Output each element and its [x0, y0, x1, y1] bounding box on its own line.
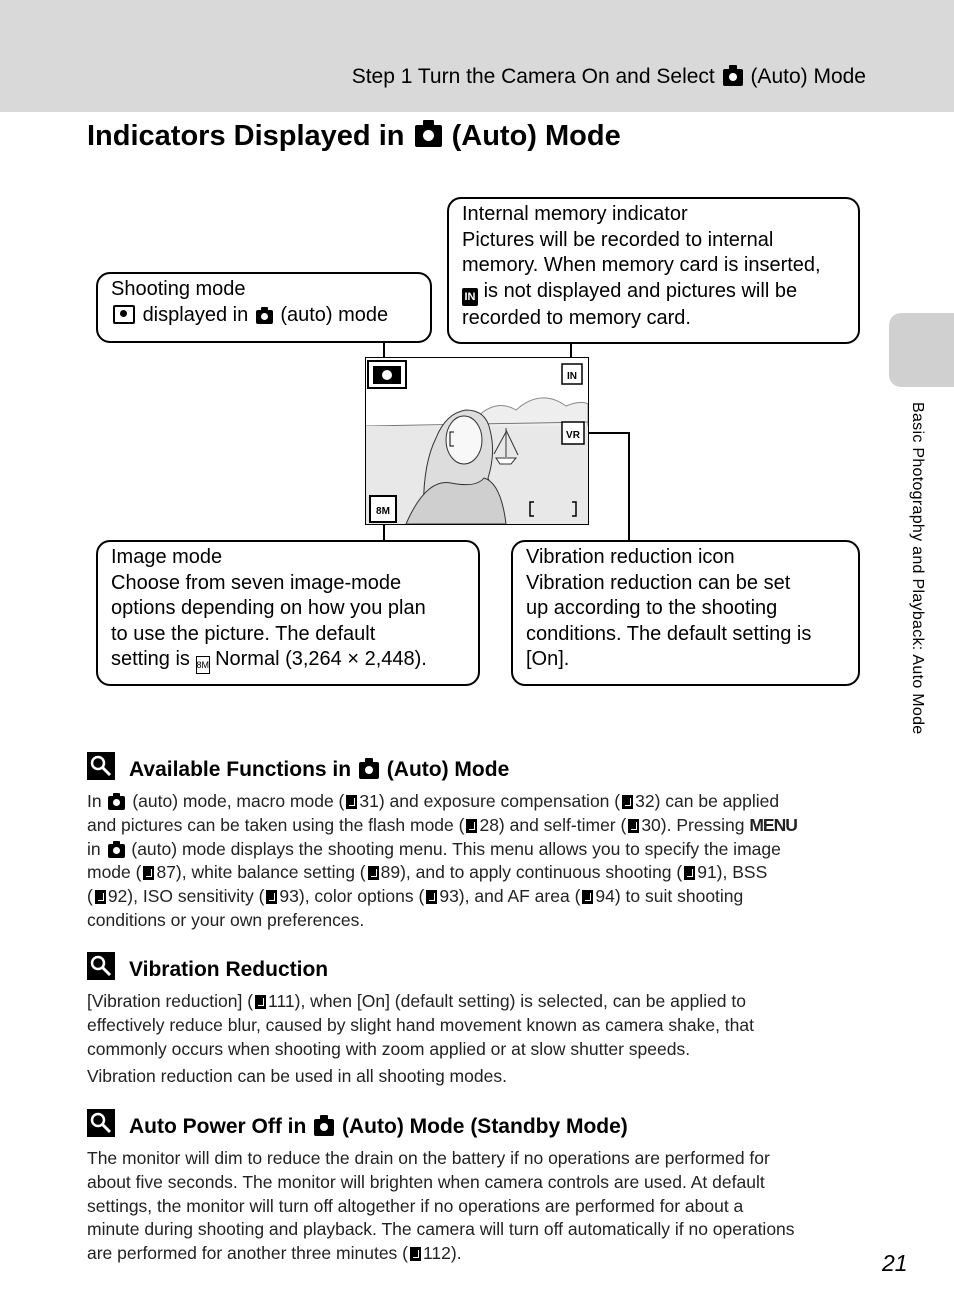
text: 31) and exposure compensation ( [359, 791, 621, 811]
menu-button-glyph: MENU [749, 814, 797, 835]
text: 30). Pressing [641, 814, 745, 835]
text: 91), BSS [697, 862, 768, 883]
page-ref-icon [622, 795, 633, 809]
callout-shooting-mode [96, 272, 432, 343]
camera-mode-icon [415, 125, 442, 147]
tip-note-icon [87, 952, 115, 980]
text: 87), white balance setting ( [156, 862, 366, 883]
camera-mode-icon [723, 69, 743, 86]
text: settings, the monitor will turn off altogether if no operations are performed for about a [87, 1195, 744, 1216]
page-title [87, 120, 621, 153]
header-text-pre: Step 1 Turn the Camera On and Select [351, 65, 715, 88]
text: 93), color options ( [279, 886, 425, 907]
callout-text-line [111, 303, 420, 329]
callout-text: Shooting mode [111, 278, 246, 300]
callout-text: Choose from seven image-mode [111, 571, 402, 594]
text: 94) to suit shooting [595, 886, 744, 907]
page-ref-icon [628, 819, 639, 833]
section-heading-vibration [87, 952, 328, 982]
callout-text: Image mode [111, 546, 223, 568]
page-number: 21 [882, 1250, 908, 1276]
callout-text: recorded to memory card. [462, 306, 691, 329]
page-ref-icon [95, 890, 106, 904]
section-heading-power-off [87, 1109, 628, 1139]
callout-text: up according to the shooting [526, 597, 778, 619]
tip-note-icon [87, 1109, 115, 1137]
callout-text-line [462, 279, 848, 306]
callout-text: options depending on how you plan [111, 597, 426, 619]
text: [Vibration reduction] ( [87, 991, 254, 1011]
title-pre: Indicators Displayed in [87, 120, 405, 152]
text: 112). [423, 1243, 462, 1264]
callout-text: to use the picture. The default [111, 622, 376, 645]
section-title-text: (Auto) Mode [386, 758, 510, 781]
page-ref-icon [266, 890, 277, 904]
image-mode-icon: 8M [196, 656, 210, 674]
tip-note-icon [87, 752, 115, 780]
page-ref-icon [143, 866, 154, 880]
text: (auto) mode displays the shooting menu. This menu allows you to specify the image [131, 838, 781, 859]
shooting-mode-icon [113, 305, 135, 324]
text: (auto) mode, macro mode ( [132, 791, 345, 811]
running-header [352, 65, 866, 89]
image-mode-icon: 8M [376, 506, 390, 517]
callout-text-line [111, 647, 468, 674]
page-ref-icon [346, 795, 357, 809]
internal-memory-icon: IN [567, 371, 577, 382]
text: minute during shooting and playback. The camera will turn off automatically if no operations [87, 1219, 795, 1240]
callout-text: is not displayed and pictures will be [483, 279, 798, 302]
internal-memory-icon: IN [462, 288, 478, 306]
section-title-text: Vibration Reduction [129, 958, 329, 981]
page-ref-icon [684, 866, 695, 880]
callout-image-mode [96, 540, 480, 686]
section-title-text: (Auto) Mode (Standby Mode) [342, 1115, 628, 1138]
paragraph-available-functions [87, 790, 797, 933]
text: 89), and to apply continuous shooting ( [380, 862, 683, 883]
camera-mode-icon [359, 762, 379, 779]
callout-internal-memory [447, 197, 860, 344]
camera-mode-icon [256, 310, 273, 324]
section-heading-available [87, 752, 509, 782]
connector-line [628, 432, 630, 541]
page-ref-icon [426, 890, 437, 904]
text: in [87, 838, 101, 859]
callout-vibration-reduction [511, 540, 860, 686]
chapter-tab [889, 313, 954, 387]
camera-monitor-illustration [365, 357, 589, 525]
text: 28) and self-timer ( [479, 814, 627, 835]
callout-text: [On]. [526, 648, 570, 670]
text: and pictures can be taken using the flash mode ( [87, 814, 465, 835]
section-title-text: Auto Power Off in [129, 1115, 307, 1138]
callout-text: setting is [111, 648, 190, 670]
text: effectively reduce blur, caused by slight hand movement known as camera shake, that [87, 1014, 754, 1035]
title-post: (Auto) Mode [451, 120, 621, 152]
page-ref-icon [466, 819, 477, 833]
connector-line [383, 524, 385, 541]
text: commonly occurs when shooting with zoom applied or at slow shutter speeds. [87, 1038, 691, 1059]
callout-text: Internal memory indicator [462, 203, 688, 225]
text: conditions or your own preferences. [87, 909, 365, 930]
vibration-reduction-icon: VR [566, 430, 580, 441]
text: 93), and AF area ( [439, 886, 581, 907]
text: Vibration reduction can be used in all shooting modes. [87, 1066, 507, 1086]
page-ref-icon [255, 995, 266, 1009]
paragraph-auto-power-off [87, 1147, 795, 1266]
callout-text: displayed in [142, 303, 249, 326]
page-ref-icon [582, 890, 593, 904]
callout-text: (auto) mode [280, 303, 389, 326]
paragraph-vibration-reduction [87, 990, 754, 1061]
callout-text: conditions. The default setting is [526, 622, 812, 645]
callout-text: memory. When memory card is inserted, [462, 254, 821, 276]
header-text-post: (Auto) Mode [750, 65, 866, 88]
page-ref-icon [368, 866, 379, 880]
connector-line [586, 432, 630, 434]
callout-text: Vibration reduction can be set [526, 571, 791, 594]
section-title-text: Available Functions in [129, 758, 352, 781]
text: 111), when [On] (default setting) is selected, can be applied to [268, 991, 746, 1011]
text: 32) can be applied [635, 791, 780, 811]
callout-text: Vibration reduction icon [526, 546, 735, 568]
text: mode ( [87, 862, 142, 883]
camera-mode-icon [108, 796, 125, 810]
paragraph-vibration-note [87, 1065, 507, 1089]
text: In [87, 791, 102, 811]
text: about five seconds. The monitor will brighten when camera controls are used. At default [87, 1171, 765, 1192]
chapter-label: Basic Photography and Playback: Auto Mode [909, 402, 926, 735]
text: The monitor will dim to reduce the drain on the battery if no operations are performed for [87, 1148, 770, 1168]
text: ( [87, 886, 93, 907]
text: are performed for another three minutes ( [87, 1243, 408, 1264]
text: 92), ISO sensitivity ( [107, 886, 265, 907]
monitor-scene [366, 358, 588, 524]
camera-mode-icon [108, 844, 125, 858]
header-band [0, 0, 954, 112]
page-ref-icon [410, 1247, 421, 1261]
callout-text: Normal (3,264 × 2,448). [215, 648, 427, 670]
camera-mode-icon [314, 1119, 334, 1136]
callout-text: Pictures will be recorded to internal [462, 228, 774, 251]
